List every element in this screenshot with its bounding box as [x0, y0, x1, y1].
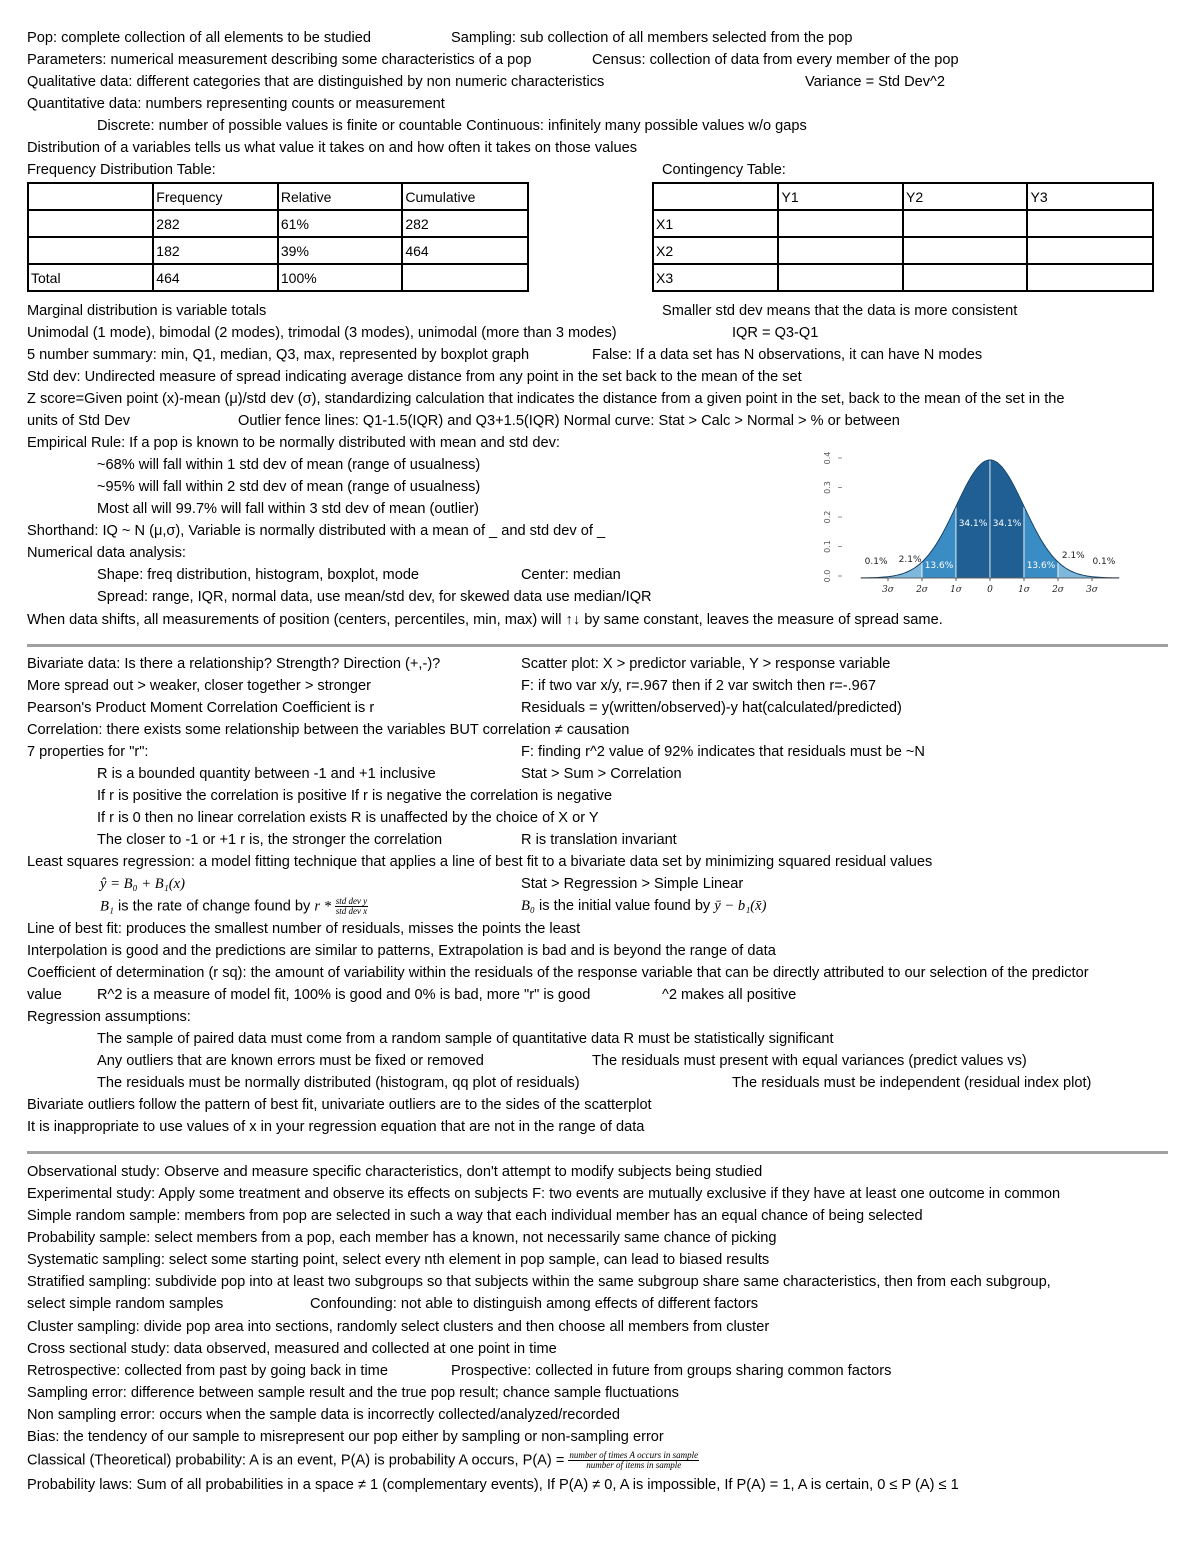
text-line: Interpolation is good and the predictions are similar to patterns, Extrapolation is bad and is beyond the range of data [27, 943, 776, 959]
text-line: Coefficient of determination (r sq): the amount of variability within the residuals of the response variable that can be directly attributed to our selection of the predictor [27, 965, 1089, 981]
table-cell: Y1 [778, 183, 903, 210]
text-line: Simple random sample: members from pop are selected in such a way that each individual member has an equal chance of being selected [27, 1208, 923, 1224]
y-tick-label: 0.0 [823, 569, 832, 583]
table-cell [1027, 210, 1153, 237]
table-row [653, 264, 1153, 291]
text-line: Correlation: there exists some relationship between the variables BUT correlation ≠ causation [27, 722, 630, 738]
section-divider [27, 644, 1168, 647]
text-line: Spread: range, IQR, normal data, use mean/std dev, for skewed data use median/IQR [97, 589, 652, 605]
text-line: IQR = Q3-Q1 [732, 325, 819, 341]
table-cell [28, 237, 153, 264]
text-line: Z score=Given point (x)-mean (μ)/std dev (σ), standardizing calculation that indicates the distance from a given point in the set, back to the mean of the set in the [27, 391, 1065, 407]
fraction-denominator: number of items in sample [586, 1460, 682, 1470]
math-symbol: B₁ [100, 898, 114, 915]
table-cell: 282 [153, 210, 278, 237]
table-cell: 100% [278, 264, 402, 291]
text-line: Stat > Regression > Simple Linear [521, 876, 744, 892]
text-line: Center: median [521, 567, 621, 583]
text-line: Qualitative data: different categories that are distinguished by non numeric characteristics [27, 74, 605, 90]
y-tick-label: 0.1 [823, 540, 832, 553]
text-line [27, 1451, 699, 1470]
table-cell: 39% [278, 237, 402, 264]
text-line: When data shifts, all measurements of position (centers, percentiles, min, max) will ↑↓ by same constant, leaves the measure of spread same. [27, 612, 943, 628]
y-tick-label: 0.3 [823, 481, 832, 494]
text-line: F: if two var x/y, r=.967 then if 2 var switch then r=-.967 [521, 678, 876, 694]
text-line: It is inappropriate to use values of x in your regression equation that are not in the range of data [27, 1119, 645, 1135]
fraction-denominator: std dev x [335, 906, 368, 916]
text-line: Empirical Rule: If a pop is known to be normally distributed with mean and std dev: [27, 435, 560, 451]
text-line: Sampling error: difference between sample result and the true pop result; chance sample fluctuations [27, 1385, 679, 1401]
text-line: Stat > Sum > Correlation [521, 766, 682, 782]
text-line: 7 properties for "r": [27, 744, 149, 760]
table-row [653, 237, 1153, 264]
x-tick-label: 1σ [1018, 585, 1030, 595]
table-cell: Frequency [153, 183, 278, 210]
table-row [28, 264, 528, 291]
text-span: Classical (Theoretical) probability: A is an event, P(A) is probability A occurs, P(A) = [27, 1452, 569, 1469]
text-line: Discrete: number of possible values is finite or countable Continuous: infinitely many possible values w/o gaps [97, 118, 807, 134]
text-line: Outlier fence lines: Q1-1.5(IQR) and Q3+1.5(IQR) Normal curve: Stat > Calc > Normal > % or between [238, 413, 900, 429]
text-line: Experimental study: Apply some treatment and observe its effects on subjects F: two events are mutually exclusive if they have at least one outcome in common [27, 1186, 1061, 1202]
text-line: Least squares regression: a model fitting technique that applies a line of best fit to a bivariate data set by minimizing squared residual values [27, 854, 933, 870]
text-line: The closer to -1 or +1 r is, the stronger the correlation [97, 832, 443, 848]
text-line: The sample of paired data must come from a random sample of quantitative data R must be statistically significant [97, 1031, 834, 1047]
table-row [653, 183, 1153, 210]
contingency-table [652, 182, 1154, 292]
text-line: select simple random samples [27, 1296, 224, 1312]
tail-label: 0.1% [1092, 557, 1116, 567]
text-line: The residuals must be normally distributed (histogram, qq plot of residuals) [97, 1075, 580, 1091]
text-line: Cluster sampling: divide pop area into sections, randomly select clusters and then choose all members from cluster [27, 1319, 770, 1335]
table-cell: 464 [153, 264, 278, 291]
text-line: Pearson's Product Moment Correlation Coefficient is r [27, 700, 375, 716]
table-cell: 61% [278, 210, 402, 237]
table-cell [1027, 237, 1153, 264]
table-cell [778, 210, 903, 237]
table-row [28, 237, 528, 264]
text-line: Numerical data analysis: [27, 545, 186, 561]
text-line [521, 897, 767, 915]
text-line: Retrospective: collected from past by going back in time [27, 1363, 388, 1379]
text-line: Systematic sampling: select some starting point, select every nth element in pop sample, can lead to biased results [27, 1252, 770, 1268]
text-line: R is a bounded quantity between -1 and +1 inclusive [97, 766, 436, 782]
table-cell: X1 [653, 210, 778, 237]
text-line: Most all will 99.7% will fall within 3 std dev of mean (outlier) [97, 501, 480, 517]
text-line: Parameters: numerical measurement describing some characteristics of a pop [27, 52, 532, 68]
text-line: Quantitative data: numbers representing counts or measurement [27, 96, 445, 112]
text-line: Unimodal (1 mode), bimodal (2 modes), trimodal (3 modes), unimodal (more than 3 modes) [27, 325, 617, 341]
text-line: Std dev: Undirected measure of spread indicating average distance from any point in the set back to the mean of the set [27, 369, 802, 385]
text-line: Confounding: not able to distinguish among effects of different factors [310, 1296, 759, 1312]
table-cell [778, 264, 903, 291]
text-line: Variance = Std Dev^2 [805, 74, 946, 90]
text-line: Marginal distribution is variable totals [27, 303, 267, 319]
table-cell: Total [28, 264, 153, 291]
table-cell [402, 264, 528, 291]
text-line: Observational study: Observe and measure specific characteristics, don't attempt to modify subjects being studied [27, 1164, 763, 1180]
fraction-numerator: std dev y [335, 896, 368, 906]
x-tick-label: 0 [987, 585, 993, 595]
text-line: Bias: the tendency of our sample to misrepresent our pop either by sampling or non-sampling error [27, 1429, 664, 1445]
text-line: The residuals must present with equal variances (predict values vs) [592, 1053, 1027, 1069]
y-tick-label: 0.4 [823, 451, 832, 465]
text-line: R^2 is a measure of model fit, 100% is good and 0% is bad, more "r" is good [97, 987, 591, 1003]
text-line [100, 897, 368, 916]
text-line: Non sampling error: occurs when the sample data is incorrectly collected/analyzed/recorded [27, 1407, 620, 1423]
table-cell [778, 237, 903, 264]
table-cell: X3 [653, 264, 778, 291]
tail-label: 0.1% [864, 557, 888, 567]
table-cell: X2 [653, 237, 778, 264]
table-cell: Relative [278, 183, 402, 210]
text-line: False: If a data set has N observations, it can have N modes [592, 347, 983, 363]
segment-label: 13.6% [1026, 561, 1056, 571]
table-cell: Cumulative [402, 183, 528, 210]
text-line: Probability sample: select members from a pop, each member has a known, not necessarily same chance of picking [27, 1230, 777, 1246]
text-line: Census: collection of data from every member of the pop [592, 52, 959, 68]
text-line: Cross sectional study: data observed, measured and collected at one point in time [27, 1341, 557, 1357]
x-tick-label: 1σ [950, 585, 962, 595]
normal-distribution-chart [820, 450, 1150, 600]
text-line: 5 number summary: min, Q1, median, Q3, max, represented by boxplot graph [27, 347, 530, 363]
y-tick-label: 0.2 [823, 510, 832, 524]
table-cell [28, 210, 153, 237]
segment-label: 13.6% [924, 561, 954, 571]
text-line: Smaller std dev means that the data is more consistent [662, 303, 1018, 319]
text-line: Prospective: collected in future from groups sharing common factors [451, 1363, 892, 1379]
table-cell [903, 210, 1028, 237]
table-cell: Y2 [903, 183, 1028, 210]
text-line: Shorthand: IQ ~ N (μ,σ), Variable is normally distributed with a mean of _ and std dev of _ [27, 523, 606, 539]
segment-label: 2.1% [898, 555, 922, 565]
text-line: Line of best fit: produces the smallest number of residuals, misses the points the least [27, 921, 581, 937]
probability-fraction [568, 1451, 699, 1470]
table-row [28, 183, 528, 210]
text-line: ~95% will fall within 2 std dev of mean (range of usualness) [97, 479, 481, 495]
table-cell: Y3 [1027, 183, 1153, 210]
table-row [653, 210, 1153, 237]
text-line: value [27, 987, 62, 1003]
segment-label: 34.1% [958, 519, 988, 529]
table-cell [903, 237, 1028, 264]
fraction-numerator: number of times A occurs in sample [569, 1450, 699, 1460]
table-cell [653, 183, 778, 210]
text-line: R is translation invariant [521, 832, 677, 848]
x-tick-label: 3σ [1086, 585, 1098, 595]
text-line: Regression assumptions: [27, 1009, 191, 1025]
normal-curve-svg [820, 450, 1150, 600]
segment-label: 2.1% [1061, 551, 1085, 561]
text-line: Sampling: sub collection of all members selected from the pop [451, 30, 853, 46]
text-line: Any outliers that are known errors must be fixed or removed [97, 1053, 484, 1069]
x-tick-label: 3σ [882, 585, 894, 595]
freq-table-title: Frequency Distribution Table: [27, 162, 216, 178]
table-cell: 464 [402, 237, 528, 264]
text-line: Scatter plot: X > predictor variable, Y > response variable [521, 656, 891, 672]
text-line: Probability laws: Sum of all probabilities in a space ≠ 1 (complementary events), If P(A) ≠ 0, A is impossible, If P(A) = 1, A is certain, 0 ≤ P (A) ≤ 1 [27, 1477, 959, 1493]
text-line: ^2 makes all positive [662, 987, 797, 1003]
table-cell [1027, 264, 1153, 291]
table-row [28, 210, 528, 237]
frequency-table [27, 182, 529, 292]
math-symbol: B₀ [521, 898, 535, 914]
text-line: Residuals = y(written/observed)-y hat(calculated/predicted) [521, 700, 902, 716]
table-cell: 182 [153, 237, 278, 264]
intercept-formula: ȳ − b₁(x̄) [714, 898, 767, 914]
text-line: If r is positive the correlation is positive If r is negative the correlation is negative [97, 788, 613, 804]
text-line: Bivariate outliers follow the pattern of best fit, univariate outliers are to the sides of the scatterplot [27, 1097, 652, 1113]
text-line: Bivariate data: Is there a relationship? Strength? Direction (+,-)? [27, 656, 441, 672]
table-cell [903, 264, 1028, 291]
text-line: If r is 0 then no linear correlation exists R is unaffected by the choice of X or Y [97, 810, 599, 826]
text-line: F: finding r^2 value of 92% indicates that residuals must be ~N [521, 744, 925, 760]
slope-fraction [335, 897, 369, 916]
text-span: is the initial value found by [535, 898, 715, 914]
text-line: ~68% will fall within 1 std dev of mean (range of usualness) [97, 457, 481, 473]
text-span: is the rate of change found by [114, 898, 315, 915]
text-line: Stratified sampling: subdivide pop into at least two subgroups so that subjects within the same subgroup share same characteristics, then from each subgroup, [27, 1274, 1051, 1290]
regression-equation: ŷ = B₀ + B₁(x) [100, 876, 185, 892]
math-symbol: r * [314, 898, 335, 915]
x-tick-label: 2σ [916, 585, 928, 595]
segment-label: 34.1% [992, 519, 1022, 529]
x-tick-label: 2σ [1052, 585, 1064, 595]
text-line: Distribution of a variables tells us what value it takes on and how often it takes on those values [27, 140, 638, 156]
text-line: Pop: complete collection of all elements to be studied [27, 30, 371, 46]
text-line: More spread out > weaker, closer together > stronger [27, 678, 371, 694]
text-line: Shape: freq distribution, histogram, boxplot, mode [97, 567, 420, 583]
text-line: units of Std Dev [27, 413, 131, 429]
table-cell [28, 183, 153, 210]
text-line: The residuals must be independent (residual index plot) [732, 1075, 1092, 1091]
table-cell: 282 [402, 210, 528, 237]
contingency-table-title: Contingency Table: [662, 162, 786, 178]
section-divider [27, 1151, 1168, 1154]
